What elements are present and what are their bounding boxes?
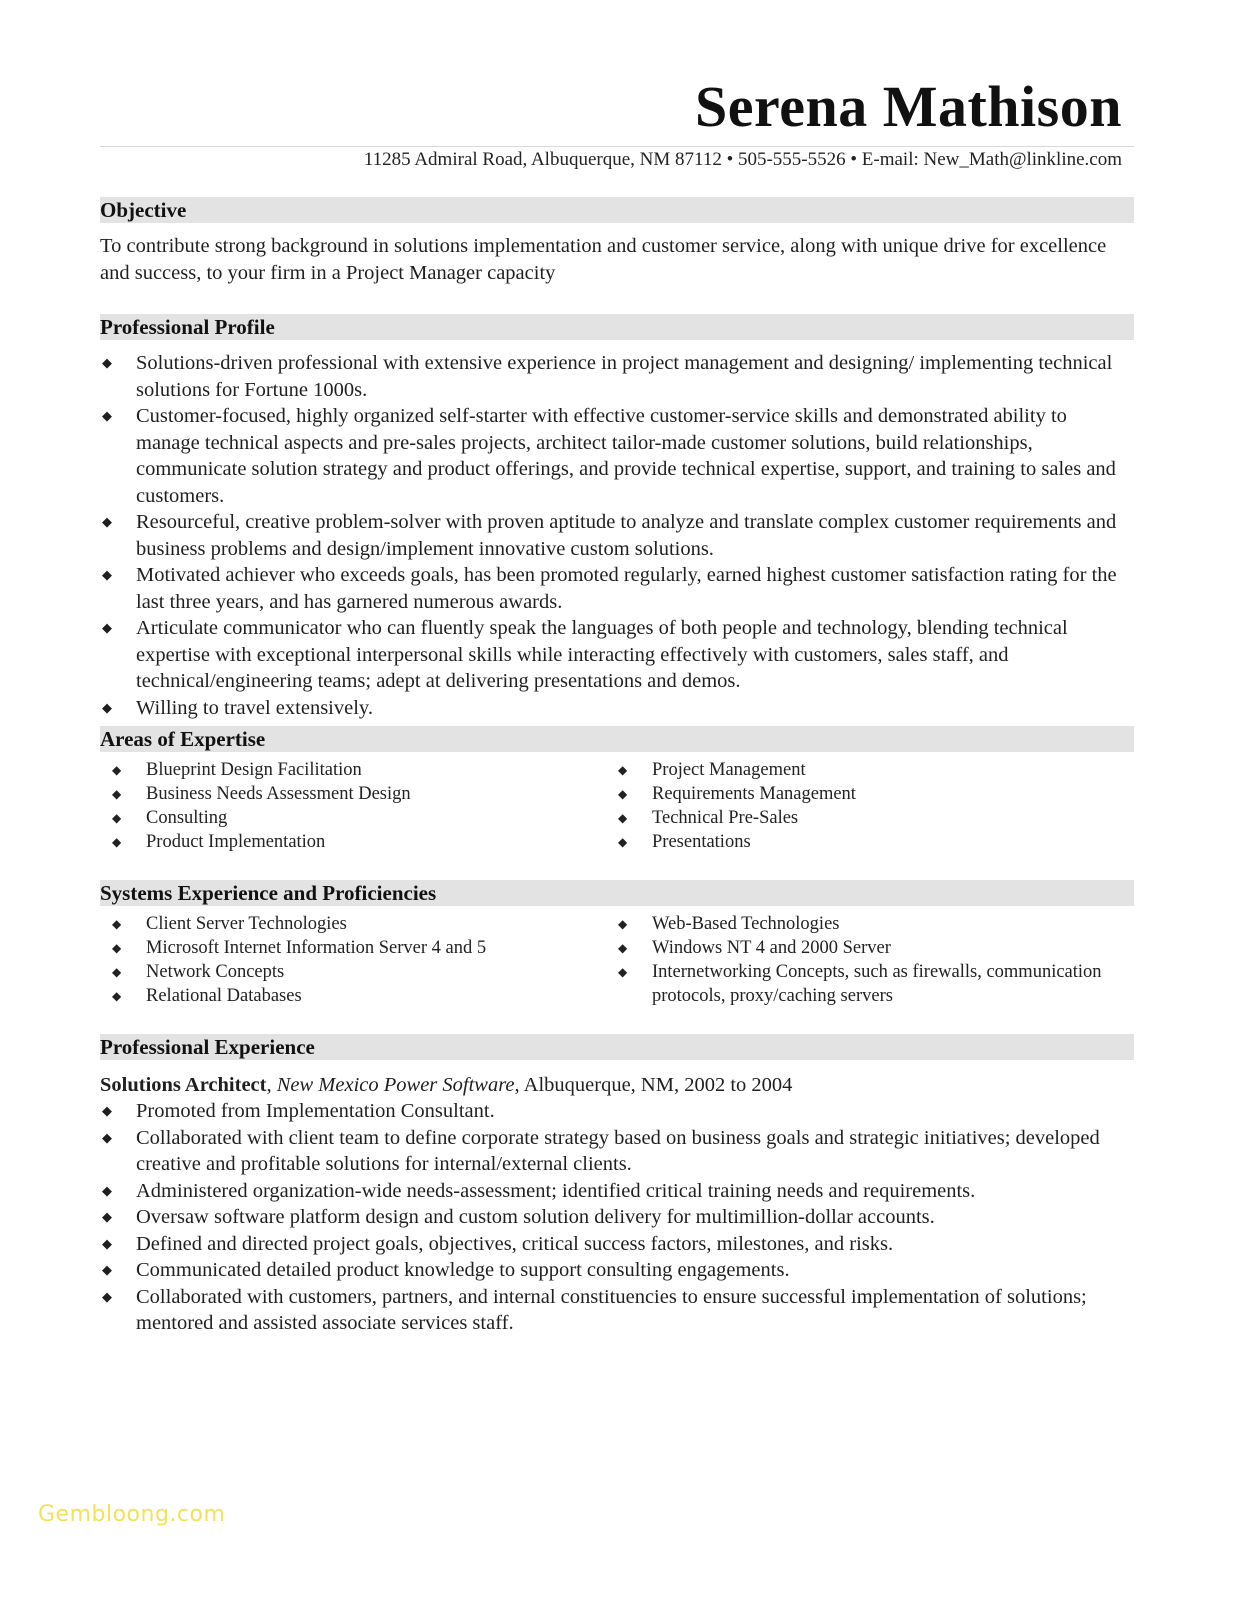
list-item: ◆ Project Management <box>618 760 806 780</box>
objective-text: To contribute strong background in solutions implementation and customer service, along with unique drive for excellence and success, to your firm in a Project Manager capacity <box>100 235 1107 284</box>
diamond-bullet-icon: ◆ <box>618 811 628 825</box>
list-item: ◆ Internetworking Concepts, such as firewalls, communication protocols, proxy/caching servers <box>618 962 1102 1006</box>
list-item: ◆ Blueprint Design Facilitation <box>112 760 362 780</box>
list-item: ◆ Network Concepts <box>112 962 285 982</box>
objective-section <box>100 197 1134 286</box>
section-heading: Objective <box>100 197 1134 223</box>
diamond-bullet-icon: ◆ <box>102 1182 112 1198</box>
diamond-bullet-icon: ◆ <box>112 787 122 801</box>
profile-section <box>100 314 1134 721</box>
diamond-bullet-icon: ◆ <box>618 763 628 777</box>
expertise-section <box>100 726 1134 854</box>
expertise-left-column <box>100 758 606 854</box>
diamond-bullet-icon: ◆ <box>102 355 112 370</box>
diamond-bullet-icon: ◆ <box>112 917 122 931</box>
diamond-bullet-icon: ◆ <box>112 811 122 825</box>
list-item: ◆ Administered organization-wide needs-assessment; identified critical training needs and requirements. <box>100 1178 1134 1205</box>
profile-list <box>100 350 1134 721</box>
section-heading: Areas of Expertise <box>100 726 1134 752</box>
experience-section <box>100 1034 1134 1337</box>
section-heading: Systems Experience and Proficiencies <box>100 880 1134 906</box>
list-item: ◆ Willing to travel extensively. <box>100 695 1134 722</box>
diamond-bullet-icon: ◆ <box>102 514 112 529</box>
list-item: ◆ Product Implementation <box>112 832 326 852</box>
diamond-bullet-icon: ◆ <box>112 763 122 777</box>
diamond-bullet-icon: ◆ <box>618 787 628 801</box>
candidate-name: Serena Mathison <box>695 74 1122 139</box>
list-item: ◆ Relational Databases <box>112 986 302 1006</box>
list-item: ◆ Client Server Technologies <box>112 914 347 934</box>
list-item: ◆ Consulting <box>112 808 228 828</box>
list-item: ◆ Presentations <box>618 832 751 852</box>
watermark: Gembloong.com <box>38 1502 226 1527</box>
job-header: Solutions Architect, New Mexico Power Software, Albuquerque, NM, 2002 to 2004 <box>100 1074 793 1096</box>
diamond-bullet-icon: ◆ <box>102 1288 112 1304</box>
list-item: ◆ Collaborated with customers, partners, and internal constituencies to ensure successful implementation of solutions; mentored and assisted associate services staff. <box>102 1285 1087 1334</box>
diamond-bullet-icon: ◆ <box>618 941 628 955</box>
diamond-bullet-icon: ◆ <box>618 965 628 979</box>
diamond-bullet-icon: ◆ <box>102 408 112 423</box>
diamond-bullet-icon: ◆ <box>102 620 112 635</box>
diamond-bullet-icon: ◆ <box>102 699 112 715</box>
diamond-bullet-icon: ◆ <box>102 1209 112 1224</box>
diamond-bullet-icon: ◆ <box>102 567 112 582</box>
list-item: ◆ Collaborated with client team to define corporate strategy based on business goals and strategic initiatives; developed creative and profitable solutions for internal/external clients. <box>102 1126 1100 1175</box>
list-item: ◆ Promoted from Implementation Consultant. <box>100 1098 1134 1125</box>
job-location-dates: , Albuquerque, NM, 2002 to 2004 <box>514 1074 793 1096</box>
diamond-bullet-icon: ◆ <box>112 941 122 955</box>
diamond-bullet-icon: ◆ <box>112 965 122 979</box>
diamond-bullet-icon: ◆ <box>112 989 122 1003</box>
list-item: ◆ Communicated detailed product knowledge to support consulting engagements. <box>100 1257 1134 1284</box>
systems-left-column <box>100 912 606 1008</box>
contact-line: 11285 Admiral Road, Albuquerque, NM 87112 • 505-555-5526 • E-mail: New_Math@linkline.com <box>363 149 1122 170</box>
experience-list <box>100 1098 1134 1337</box>
list-item: ◆ Solutions-driven professional with extensive experience in project management and designing/ implementing technical solutions for Fortune 1000s. <box>102 352 1113 401</box>
diamond-bullet-icon: ◆ <box>618 835 628 849</box>
list-item: ◆ Business Needs Assessment Design <box>112 784 411 804</box>
diamond-bullet-icon: ◆ <box>102 1129 112 1145</box>
list-item: ◆ Windows NT 4 and 2000 Server <box>618 938 891 958</box>
job-company: New Mexico Power Software <box>276 1074 515 1096</box>
diamond-bullet-icon: ◆ <box>102 1235 112 1251</box>
section-heading: Professional Profile <box>100 314 1134 340</box>
systems-section <box>100 880 1134 1008</box>
diamond-bullet-icon: ◆ <box>618 917 628 931</box>
list-item: ◆ Resourceful, creative problem-solver with proven aptitude to analyze and translate complex customer requirements and business problems and design/implement innovative custom solutions. <box>102 511 1117 560</box>
list-item: ◆ Web-Based Technologies <box>618 914 840 934</box>
list-item: ◆ Microsoft Internet Information Server 4 and 5 <box>112 938 487 958</box>
list-item: ◆ Oversaw software platform design and custom solution delivery for multimillion-dollar accounts. <box>100 1204 1134 1231</box>
diamond-bullet-icon: ◆ <box>102 1103 112 1118</box>
list-item: ◆ Customer-focused, highly organized self-starter with effective customer-service skills and demonstrated ability to manage technical aspects and pre-sales projects, architect tailor-made customer solutions, build relationships, communicate solution strategy and product offerings, and provide technical expertise, support, and training to sales and customers. <box>102 405 1116 507</box>
expertise-right-column <box>606 758 1112 854</box>
list-item: ◆ Articulate communicator who can fluently speak the languages of both people and technology, blending technical expertise with exceptional interpersonal skills while interacting effectively with customers, sales staff, and technical/engineering teams; adept at delivering presentations and demos. <box>102 617 1068 692</box>
list-item: ◆ Requirements Management <box>618 784 856 804</box>
section-heading: Professional Experience <box>100 1034 1134 1060</box>
systems-right-column <box>606 912 1112 1008</box>
header-divider <box>100 146 1134 147</box>
list-item: ◆ Motivated achiever who exceeds goals, has been promoted regularly, earned highest customer satisfaction rating for the last three years, and has garnered numerous awards. <box>102 564 1117 613</box>
diamond-bullet-icon: ◆ <box>112 835 122 849</box>
diamond-bullet-icon: ◆ <box>102 1262 112 1277</box>
job-title: Solutions Architect <box>100 1074 267 1096</box>
list-item: ◆ Defined and directed project goals, objectives, critical success factors, milestones, and risks. <box>100 1231 1134 1258</box>
list-item: ◆ Technical Pre-Sales <box>618 808 799 828</box>
